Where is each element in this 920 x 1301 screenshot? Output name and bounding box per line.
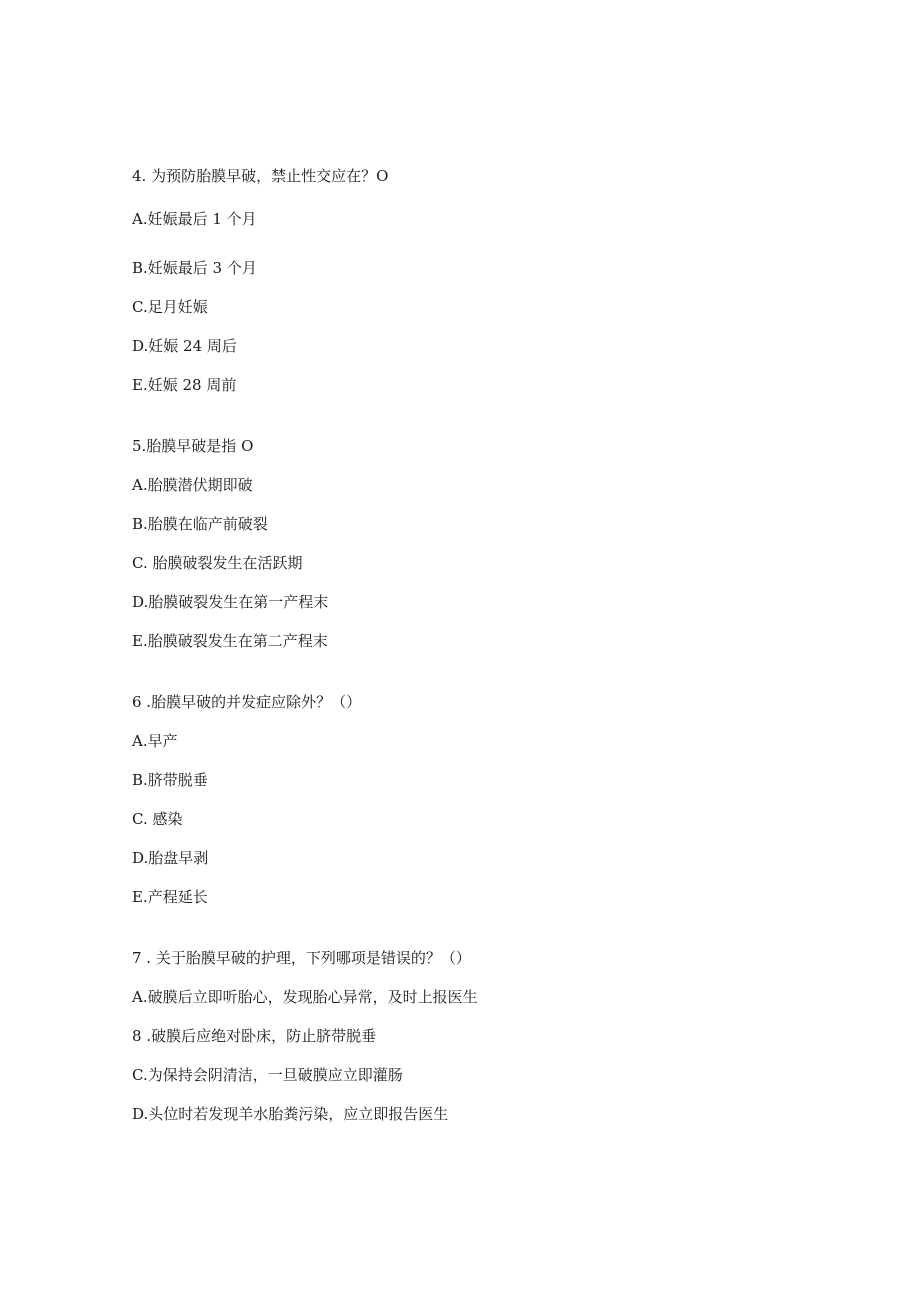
option-b: B.胎膜在临产前破裂 (132, 515, 268, 533)
option-c: C.足月妊娠 (132, 298, 208, 316)
option-b: B.脐带脱垂 (132, 771, 208, 789)
option-d: D.妊娠 24 周后 (132, 337, 237, 355)
option-c: C.为保持会阴清洁，一旦破膜应立即灌肠 (132, 1066, 403, 1084)
option-a: A.妊娠最后 1 个月 (132, 210, 257, 228)
option-b: B.妊娠最后 3 个月 (132, 259, 257, 277)
option-c: C. 感染 (132, 810, 183, 828)
option-d: D.胎膜破裂发生在第一产程末 (132, 593, 329, 611)
option-a: A.破膜后立即听胎心，发现胎心异常，及时上报医生 (132, 988, 478, 1006)
option-e: E.妊娠 28 周前 (132, 376, 237, 394)
option-a: A.胎膜潜伏期即破 (132, 476, 253, 494)
option-e: E.产程延长 (132, 888, 208, 906)
option-b: 8 .破膜后应绝对卧床，防止脐带脱垂 (132, 1027, 377, 1045)
question-stem: 7 . 关于胎膜早破的护理，下列哪项是错误的？（） (132, 949, 471, 967)
option-d: D.头位时若发现羊水胎粪污染，应立即报告医生 (132, 1105, 449, 1123)
question-stem: 5.胎膜早破是指 O (132, 437, 254, 455)
question-stem: 6 .胎膜早破的并发症应除外？（） (132, 693, 362, 711)
option-e: E.胎膜破裂发生在第二产程末 (132, 632, 328, 650)
option-c: C. 胎膜破裂发生在活跃期 (132, 554, 303, 572)
option-a: A.早产 (132, 732, 178, 750)
question-stem: 4. 为预防胎膜早破，禁止性交应在？O (132, 167, 389, 185)
option-d: D.胎盘早剥 (132, 849, 209, 867)
